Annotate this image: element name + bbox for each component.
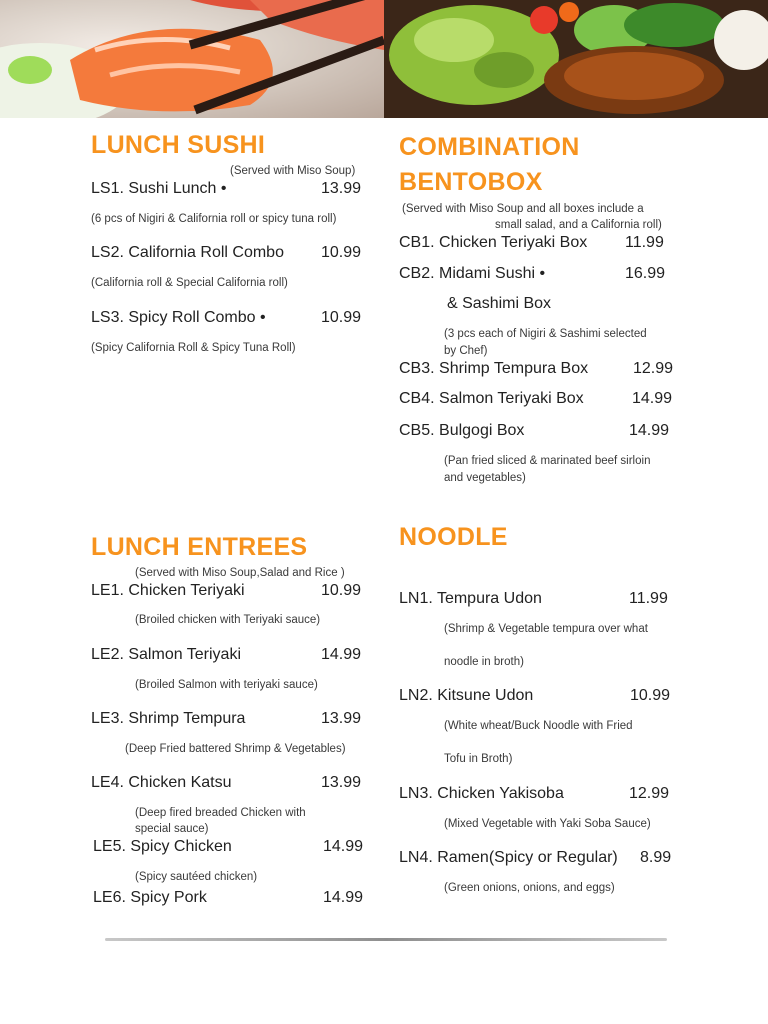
menu-item-price: 14.99 [323,889,364,906]
menu-item-name: LN2. Kitsune Udon [399,687,534,704]
menu-item-note: (3 pcs each of Nigiri & Sashimi selected [444,328,647,340]
lunch-entrees-subtitle: (Served with Miso Soup,Salad and Rice ) [135,567,345,579]
menu-item-note: (Deep Fried battered Shrimp & Vegetables) [125,743,346,755]
menu-item-price: 10.99 [630,687,671,704]
menu-item-price: 14.99 [321,646,362,663]
menu-item-name: LE6. Spicy Pork [93,889,207,906]
menu-item-note: (Deep fired breaded Chicken with [135,807,306,819]
bento-title-line2: BENTOBOX [399,168,543,196]
hero-banner [0,0,768,118]
menu-item-note: (6 pcs of Nigiri & California roll or spicy tuna roll) [91,213,337,225]
menu-item-name: LN3. Chicken Yakisoba [399,785,564,802]
menu-item-note: noodle in broth) [444,656,524,668]
menu-item-note: (White wheat/Buck Noodle with Fried [444,720,633,732]
menu-item-note: (Mixed Vegetable with Yaki Soba Sauce) [444,818,651,830]
menu-item-name: CB3. Shrimp Tempura Box [399,360,589,377]
noodle-title: NOODLE [399,523,508,551]
sushi-photo [0,0,384,118]
menu-item-price: 12.99 [633,360,674,377]
menu-item-name: CB4. Salmon Teriyaki Box [399,390,584,407]
bento-title-line1: COMBINATION [399,133,580,161]
menu-item-name: CB5. Bulgogi Box [399,422,525,439]
menu-item-price: 10.99 [321,244,362,261]
menu-item-note: (Spicy sautéed chicken) [135,871,258,883]
menu-item-note: (Broiled Salmon with teriyaki sauce) [135,679,318,691]
menu-item-price: 11.99 [625,234,664,251]
menu-item-note: (Spicy California Roll & Spicy Tuna Roll) [91,342,296,354]
menu-item-name: LN1. Tempura Udon [399,590,542,607]
menu-item-price: 14.99 [629,422,670,439]
menu-item-name: LE5. Spicy Chicken [93,838,232,855]
bento-photo [384,0,768,118]
menu-item-price: 14.99 [632,390,673,407]
menu-item-price: 8.99 [640,849,672,866]
menu-item-note: (Broiled chicken with Teriyaki sauce) [135,614,321,626]
menu-item-note: (Green onions, onions, and eggs) [444,882,615,894]
menu-item-note: special sauce) [135,823,209,835]
menu-item-price: 10.99 [321,309,362,326]
menu-item-name: LS2. California Roll Combo [91,244,284,261]
menu-item-price: 12.99 [629,785,670,802]
menu-item-name-cont: & Sashimi Box [447,295,552,312]
menu-item-name: LS1. Sushi Lunch • [91,180,227,197]
menu-item-name: CB1. Chicken Teriyaki Box [399,234,588,251]
menu-item-name: LE2. Salmon Teriyaki [91,646,241,663]
menu-item-note: (Pan fried sliced & marinated beef sirloin [444,455,651,467]
menu-item-name: LS3. Spicy Roll Combo • [91,309,266,326]
menu-item-note: (California roll & Special California roll) [91,277,288,289]
menu-item-price: 13.99 [321,710,362,727]
menu-item-note: Tofu in Broth) [444,753,513,765]
menu-item-name: LE4. Chicken Katsu [91,774,232,791]
menu-item-price: 16.99 [625,265,666,282]
menu-item-note: and vegetables) [444,472,526,484]
menu-item-price: 10.99 [321,582,362,599]
menu-item-name: CB2. Midami Sushi • [399,265,546,282]
lunch-sushi-subtitle: (Served with Miso Soup) [230,165,356,177]
bento-subtitle-line2: small salad, and a California roll) [495,219,662,231]
footer-divider [105,938,667,941]
menu-item-price: 11.99 [629,590,668,607]
menu-item-name: LE3. Shrimp Tempura [91,710,246,727]
menu-item-price: 13.99 [321,774,362,791]
menu-item-name: LE1. Chicken Teriyaki [91,582,245,599]
menu-item-name: LN4. Ramen(Spicy or Regular) [399,849,618,866]
menu-item-note: (Shrimp & Vegetable tempura over what [444,623,648,635]
menu-item-price: 13.99 [321,180,362,197]
menu-item-note: by Chef) [444,345,488,357]
menu-item-price: 14.99 [323,838,364,855]
bento-subtitle-line1: (Served with Miso Soup and all boxes include a [402,203,644,215]
lunch-entrees-title: LUNCH ENTREES [91,533,308,561]
lunch-sushi-title: LUNCH SUSHI [91,131,266,159]
